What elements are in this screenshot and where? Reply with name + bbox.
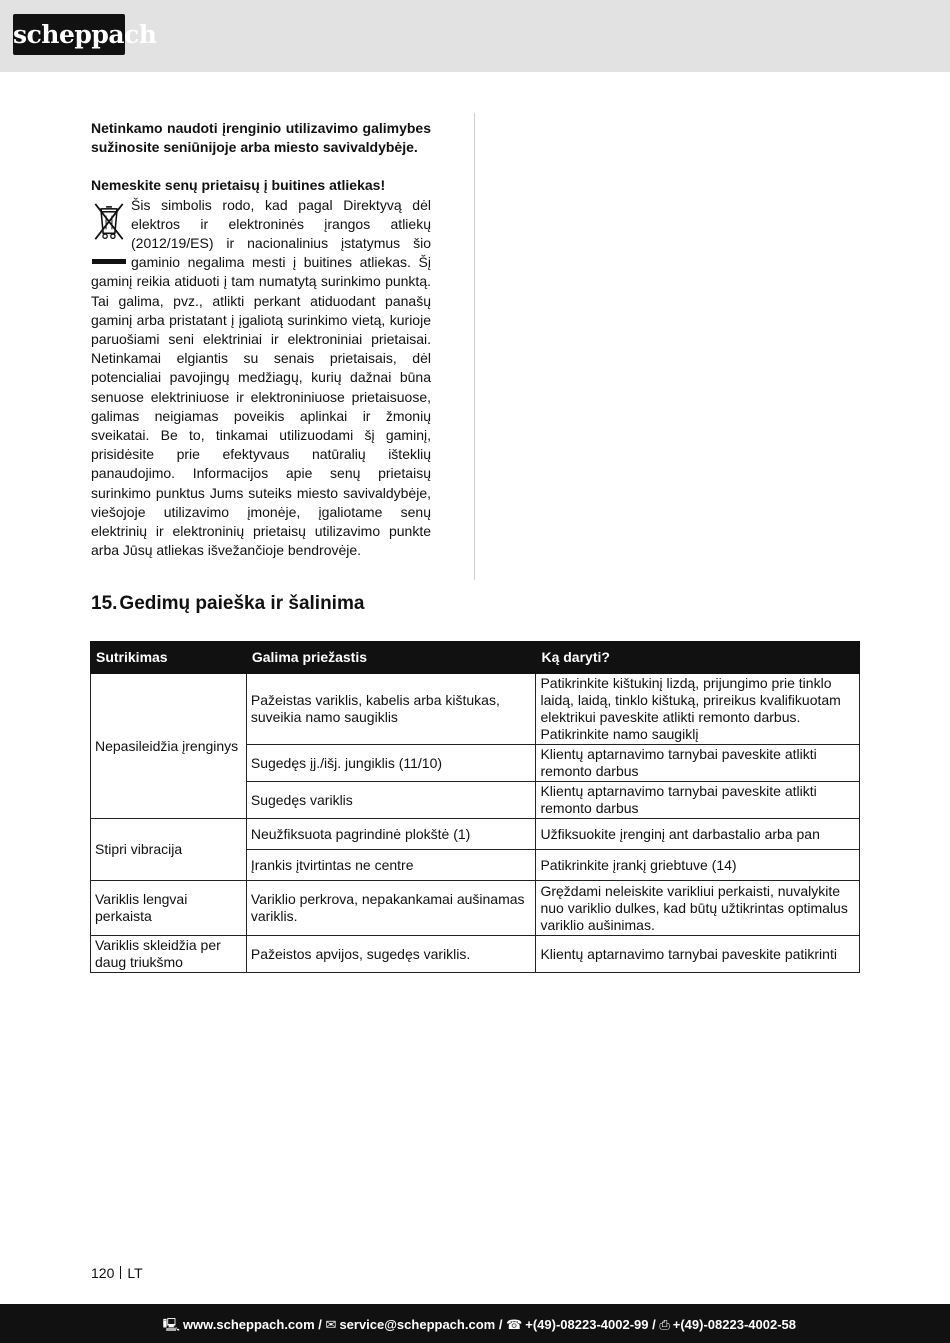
- footer-website-link[interactable]: www.scheppach.com: [182, 1317, 315, 1332]
- problem-cell: Stipri vibracija: [91, 819, 247, 881]
- action-cell: Patikrinkite kištukinį lizdą, prijungimo prie tinklo laidą, laidą, tinklo kištuką, prireikus kvalifikuotam elektrikui paveskite atlikti remonto darbus. Patikrinkite namo saugiklį: [536, 674, 860, 745]
- action-cell: Klientų aptarnavimo tarnybai paveskite patikrinti: [536, 936, 860, 973]
- problem-cell: Variklis lengvai perkaista: [91, 881, 247, 936]
- problem-cell: Nepasileidžia įrenginys: [91, 674, 247, 819]
- footer-phone: +(49)-08223-4002-99: [525, 1317, 649, 1332]
- weee-crossed-bin-icon: [91, 202, 127, 264]
- header-bar: [0, 0, 950, 72]
- fax-icon: ⎙: [659, 1317, 670, 1332]
- disposal-body: Šis simbolis rodo, kad pagal Direktyvą dėl elektros ir elektroninės įrangos atliekų (2012/19/ES) ir nacionalinius įstatymus šio gaminio negalima mesti į buitines atliekas. Šį gaminį reikia atiduoti į tam numatytą surinkimo punktą. Tai galima, pvz., atlikti perkant atiduodant panašų gaminį arba pristatant į įgaliotą surinkimo vietą, kurioje paruošiami seni elektriniai ir elektroniniai prietaisai. Netinkamai elgiantis su senais prietaisais, dėl potencialiai pavojingų medžiagų, kurių dažnai būna senuose elektriniuose ir elektroniniuose prietaisuose, galimas neigiamas poveikis aplinkai ir žmonių sveikatai. Be to, tinkamai utilizuodami šį gaminį, prisidėsite prie efektyvaus natūralių išteklių panaudojimo. Informacijos apie senų prietaisų surinkimo punktus Jums suteiks miesto savivaldybėje, viešojoje utilizavimo įmonėje, įgaliotame senų elektrinių ir elektroninių prietaisų utilizavimo punkte arba Jūsų atliekas išvežančioje bendrovėje.: [91, 196, 431, 559]
- cause-cell: Neužfiksuota pagrindinė plokštė (1): [246, 819, 536, 850]
- table-row: [91, 674, 860, 745]
- page-number: [91, 1265, 143, 1281]
- column-header-cause: Galima priežastis: [246, 642, 536, 674]
- disposal-intro: Netinkamo naudoti įrenginio utilizavimo galimybes sužinosite seniūnijoje arba miesto savivaldybėje.: [91, 120, 431, 156]
- cause-cell: Sugedęs variklis: [246, 782, 536, 819]
- section-title: [91, 593, 364, 615]
- section-number: 15.: [91, 593, 118, 614]
- email-icon: ✉: [325, 1317, 337, 1332]
- disposal-column: [91, 119, 431, 560]
- phone-icon: ☎: [506, 1317, 523, 1332]
- table-row: [91, 881, 860, 936]
- page-number-separator: [120, 1266, 121, 1279]
- table-row: [91, 819, 860, 850]
- table-header-row: [91, 642, 860, 674]
- footer-email-link[interactable]: service@scheppach.com: [339, 1317, 496, 1332]
- action-cell: Klientų aptarnavimo tarnybai paveskite atlikti remonto darbus: [536, 745, 860, 782]
- footer-bar: [0, 1304, 950, 1343]
- troubleshooting-table: [90, 641, 860, 973]
- table-row: [91, 936, 860, 973]
- page-number-value: 120: [91, 1265, 115, 1281]
- column-header-action: Ką daryti?: [536, 642, 860, 674]
- scheppach-logo: scheppach: [13, 14, 125, 55]
- action-cell: Patikrinkite įrankį griebtuve (14): [536, 850, 860, 881]
- computer-icon: 🖳: [162, 1317, 180, 1332]
- disposal-heading: Nemeskite senų prietaisų į buitines atliekas!: [91, 177, 386, 194]
- page-language: LT: [127, 1265, 143, 1281]
- action-cell: Gręždami neleiskite varikliui perkaisti, nuvalykite nuo variklio dulkes, kad būtų užtikrintas optimalus variklio aušinimas.: [536, 881, 860, 936]
- column-divider: [474, 113, 475, 580]
- column-header-problem: Sutrikimas: [91, 642, 247, 674]
- footer-fax: +(49)-08223-4002-58: [672, 1317, 796, 1332]
- cause-cell: Įrankis įtvirtintas ne centre: [246, 850, 536, 881]
- cause-cell: Sugedęs įj./išj. jungiklis (11/10): [246, 745, 536, 782]
- footer-contacts: 🖳 www.scheppach.com / ✉ service@scheppach.com / ☎ +(49)-08223-4002-99 / ⎙ +(49)-08223-4002-58: [162, 1317, 796, 1332]
- cause-cell: Pažeistos apvijos, sugedęs variklis.: [246, 936, 536, 973]
- cause-cell: Pažeistas variklis, kabelis arba kištukas, suveikia namo saugiklis: [246, 674, 536, 745]
- problem-cell: Variklis skleidžia per daug triukšmo: [91, 936, 247, 973]
- cause-cell: Variklio perkrova, nepakankamai aušinamas variklis.: [246, 881, 536, 936]
- action-cell: Klientų aptarnavimo tarnybai paveskite atlikti remonto darbus: [536, 782, 860, 819]
- section-title-text: Gedimų paieška ir šalinima: [119, 593, 365, 614]
- action-cell: Užfiksuokite įrenginį ant darbastalio arba pan: [536, 819, 860, 850]
